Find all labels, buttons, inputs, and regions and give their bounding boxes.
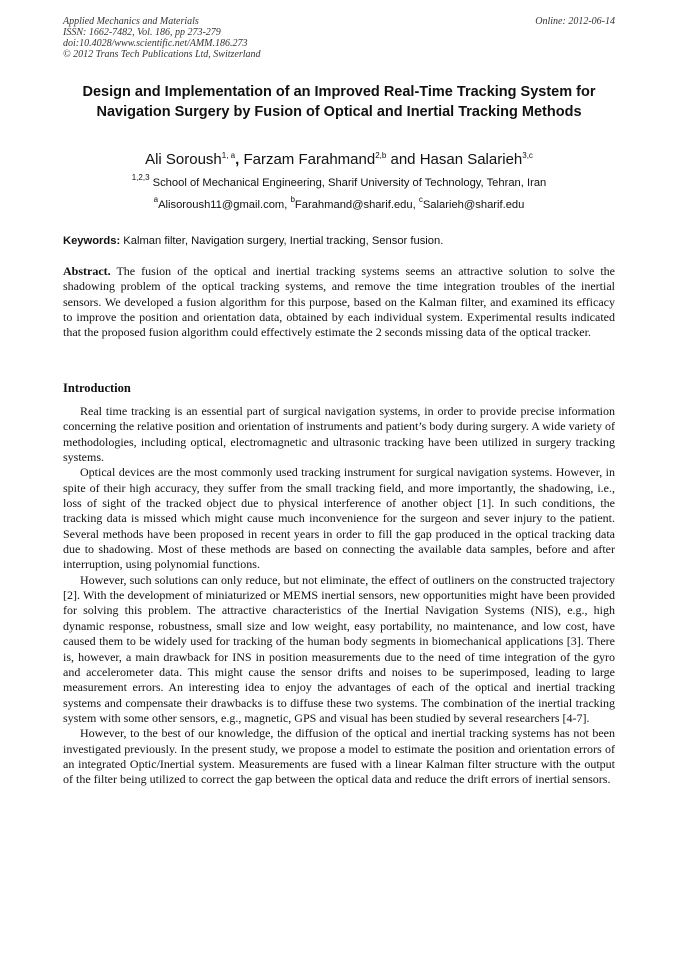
author-name: Farzam Farahmand <box>243 151 376 168</box>
author-affiliation-mark: 1, a <box>221 151 236 160</box>
section-heading-introduction: Introduction <box>63 381 131 395</box>
email-separator: , <box>412 199 419 211</box>
author-affiliation-mark: 2,b <box>375 151 387 160</box>
online-date: Online: 2012-06-14 <box>535 16 615 27</box>
author-list <box>60 150 618 170</box>
issn-line: ISSN: 1662-7482, Vol. 186, pp 273-279 <box>63 27 221 38</box>
keywords-label: Keywords: <box>63 235 121 247</box>
abstract-label: Abstract. <box>63 264 111 278</box>
author-separator: , <box>235 151 244 168</box>
copyright-line: © 2012 Trans Tech Publications Ltd, Switzerland <box>63 49 261 60</box>
author-separator: and <box>386 151 420 168</box>
affiliation-mark: 1,2,3 <box>131 173 150 182</box>
journal-name: Applied Mechanics and Materials <box>63 16 199 27</box>
author-affiliation-mark: 3,c <box>522 151 533 160</box>
abstract-text: The fusion of the optical and inertial tracking systems seems an attractive solution to solve the shadowing problem of the optical tracking systems, and remove the time integration troubles of the inertial sensors. We developed a fusion algorithm for this purpose, based on the Kalman filter, and examined its efficacy to improve the position and orientation data, obtained by each individual system. Experimental results indicated that the proposed fusion algorithm could effectively estimate the 2 seconds missing data of the optical tracker. <box>63 264 615 340</box>
email-address[interactable]: Salarieh@sharif.edu <box>422 199 525 211</box>
email-mark: a <box>153 195 159 204</box>
paper-title: Design and Implementation of an Improved Real-Time Tracking System for Navigation Surgery by Fusion of Optical and Inertial Tracking Methods <box>82 84 596 120</box>
author-name: Hasan Salarieh <box>419 151 523 168</box>
doi-line: doi:10.4028/www.scientific.net/AMM.186.273 <box>63 38 248 49</box>
email-mark: b <box>290 195 295 204</box>
email-address[interactable]: Alisoroush11@gmail.com <box>158 199 285 211</box>
body-paragraph: However, such solutions can only reduce, but not eliminate, the effect of outliners on the constructed trajectory [2]. With the development of miniaturized or MEMS inertial sensors, new opportunities might have been provided for solving this problem. The attractive characteristics of the Inertial Navigation Systems (NIS), e.g., high dynamic response, robustness, small size and low weight, easy portability, no maintenance, and low cost, have caused them to be widely used for tracking of the human body segments in biomechanical applications [3]. There is, however, a main drawback for INS in position measurements due to the need of time integration of the gyro and accelerometer data. This might cause the sensor drifts and noises to be superimposed, leading to large measurement errors. An interesting idea to enjoy the advantages of each of the optical and inertial tracking systems and compensate their drawbacks is to diffuse these two systems. The combination of the inertial tracking system with some other sensors, e.g., magnetic, GPS and visual has been studied by several researchers [4-7]. <box>63 572 615 725</box>
running-header <box>63 16 615 60</box>
body-paragraph: However, to the best of our knowledge, the diffusion of the optical and inertial tracking systems has not been investigated previously. In the present study, we propose a model to estimate the position and orientation errors of an integrated Optic/Inertial system. Measurements are fused with a linear Kalman filter structure with the output of the filter being utilized to correct the gap between the optical data and reduce the drift errors of inertial sensors. <box>63 726 615 787</box>
affiliation <box>60 173 618 191</box>
body-paragraph: Optical devices are the most commonly used tracking instrument for surgical navigation systems. However, in spite of their high accuracy, they suffer from the small tracking field, and more importantly, the shadowing, i.e., loss of sight of the tracked object due to physical interference of another object [1]. In such conditions, the tracking data is missed which might cause much inconvenience for the surgeon and sever injury to the patient. Several methods have been proposed in recent years in order to fill the gap produced in the optical tracking data due to shadowing. Most of these methods are based on connecting the available data samples, before and after interruption, using polynomial functions. <box>63 465 615 572</box>
keywords <box>63 234 615 249</box>
body-paragraph: Real time tracking is an essential part of surgical navigation systems, in order to provide precise information concerning the relative position and orientation of instruments and patient’s body during surgery. A wide variety of methodologies, including optical, electromagnetic and ultrasonic tracking have been utilized in surgery tracking systems. <box>63 404 615 465</box>
introduction-body <box>63 404 615 788</box>
author-emails <box>60 195 618 213</box>
email-address[interactable]: Farahmand@sharif.edu <box>294 199 413 211</box>
abstract <box>63 264 615 340</box>
email-separator: , <box>284 199 291 211</box>
affiliation-text: School of Mechanical Engineering, Sharif University of Technology, Tehran, Iran <box>149 177 547 189</box>
keywords-text: Kalman filter, Navigation surgery, Inertial tracking, Sensor fusion. <box>120 235 444 247</box>
author-name: Ali Soroush <box>145 151 222 168</box>
email-mark: c <box>418 195 423 204</box>
